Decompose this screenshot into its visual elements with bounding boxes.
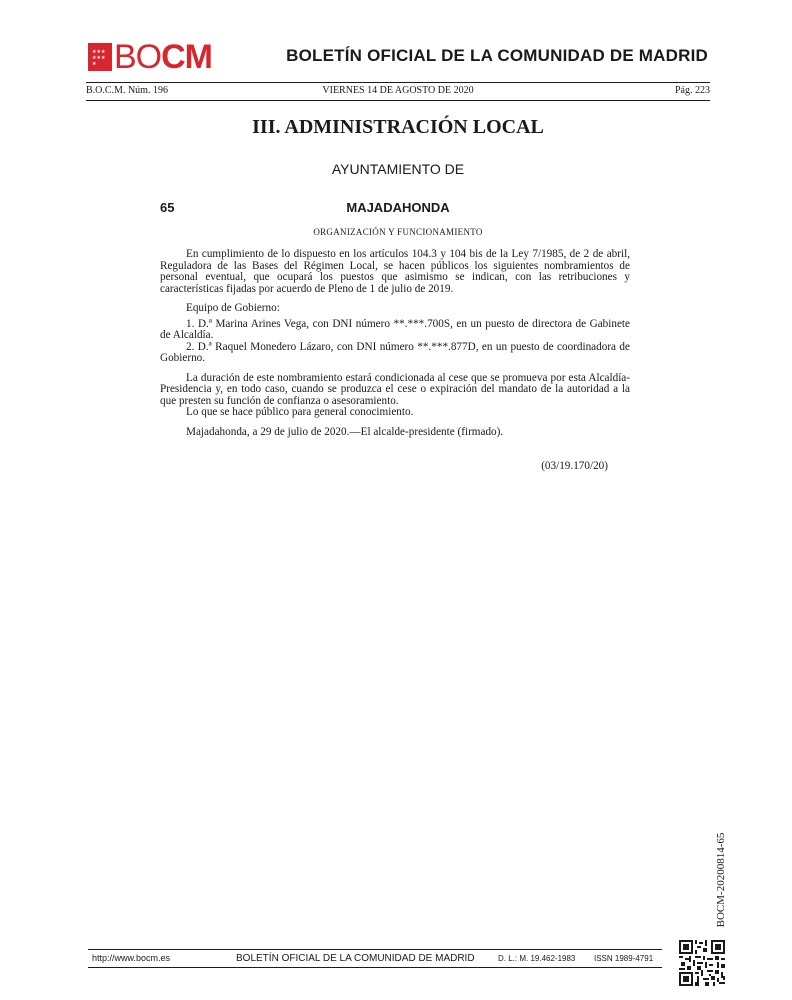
- issue-date: VIERNES 14 DE AGOSTO DE 2020: [322, 85, 474, 96]
- header-bottom-rule: [86, 100, 710, 101]
- footer-top-rule: [88, 949, 662, 950]
- announcement-body: [160, 249, 630, 438]
- entity-type: AYUNTAMIENTO DE: [331, 161, 465, 177]
- footer-url-link[interactable]: http://www.bocm.es: [92, 953, 171, 963]
- signature-line: Majadahonda, a 29 de julio de 2020.—El alcalde-presidente (firmado).: [186, 425, 504, 438]
- section-title: III. ADMINISTRACIÓN LOCAL: [252, 116, 544, 138]
- footer-bottom-rule: [88, 967, 662, 968]
- subject-heading: ORGANIZACIÓN Y FUNCIONAMIENTO: [313, 227, 483, 237]
- footer-title: BOLETÍN OFICIAL DE LA COMUNIDAD DE MADRID: [236, 953, 475, 964]
- entity-name: MAJADAHONDA: [346, 200, 450, 215]
- bulletin-title: BOLETÍN OFICIAL DE LA COMUNIDAD DE MADRID: [286, 46, 708, 65]
- header-top-rule: [86, 82, 710, 83]
- paragraph-intro: En cumplimiento de lo dispuesto en los artículos 104.3 y 104 bis de la Ley 7/1985, de 2 de abril, Reguladora de las Bases del Régimen Local, se hacen públicos los siguientes nombramientos de personal eventual, que ocupará los puestos que asimismo se indican, con las retribuciones y características fijadas por acuerdo de Pleno de 1 de julio de 2019.: [160, 248, 630, 295]
- paragraph-team-heading: Equipo de Gobierno:: [186, 302, 280, 314]
- entry-number: 65: [160, 200, 175, 215]
- running-header: [86, 85, 710, 99]
- masthead: [88, 40, 708, 74]
- issue-number: B.O.C.M. Núm. 196: [86, 85, 168, 96]
- paragraph-publication: Lo que se hace público para general conocimiento.: [186, 406, 414, 418]
- side-document-code: BOCM-20200814-65: [715, 832, 727, 928]
- paragraph-duration: La duración de este nombramiento estará condicionada al cese que se promueva por esta Alcaldía-Presidencia y, en todo caso, cuando se produzca el cese o expiración del mandato de la autoridad a la que presten su función de confianza o asesoramiento.: [160, 371, 630, 407]
- page-number: Pág. 223: [675, 85, 710, 96]
- logo-wordmark: BOCM: [114, 38, 213, 76]
- qr-code-icon: [679, 940, 725, 986]
- appointment-1: 1. D.ª Marina Arines Vega, con DNI número **.***.700S, en un puesto de directora de Gabinete de Alcaldía.: [160, 317, 630, 341]
- footer: [88, 952, 662, 966]
- footer-legal-deposit: D. L.: M. 19.462-1983: [498, 954, 576, 963]
- footer-issn: ISSN 1989-4791: [594, 954, 654, 963]
- appointment-2: 2. D.ª Raquel Monedero Lázaro, con DNI número **.***.877D, en un puesto de coordinadora de Gobierno.: [160, 340, 630, 364]
- reference-code: (03/19.170/20): [541, 460, 608, 472]
- madrid-flag-icon: ★★★ ★★★ ★: [88, 43, 112, 71]
- bocm-logo: [88, 40, 212, 74]
